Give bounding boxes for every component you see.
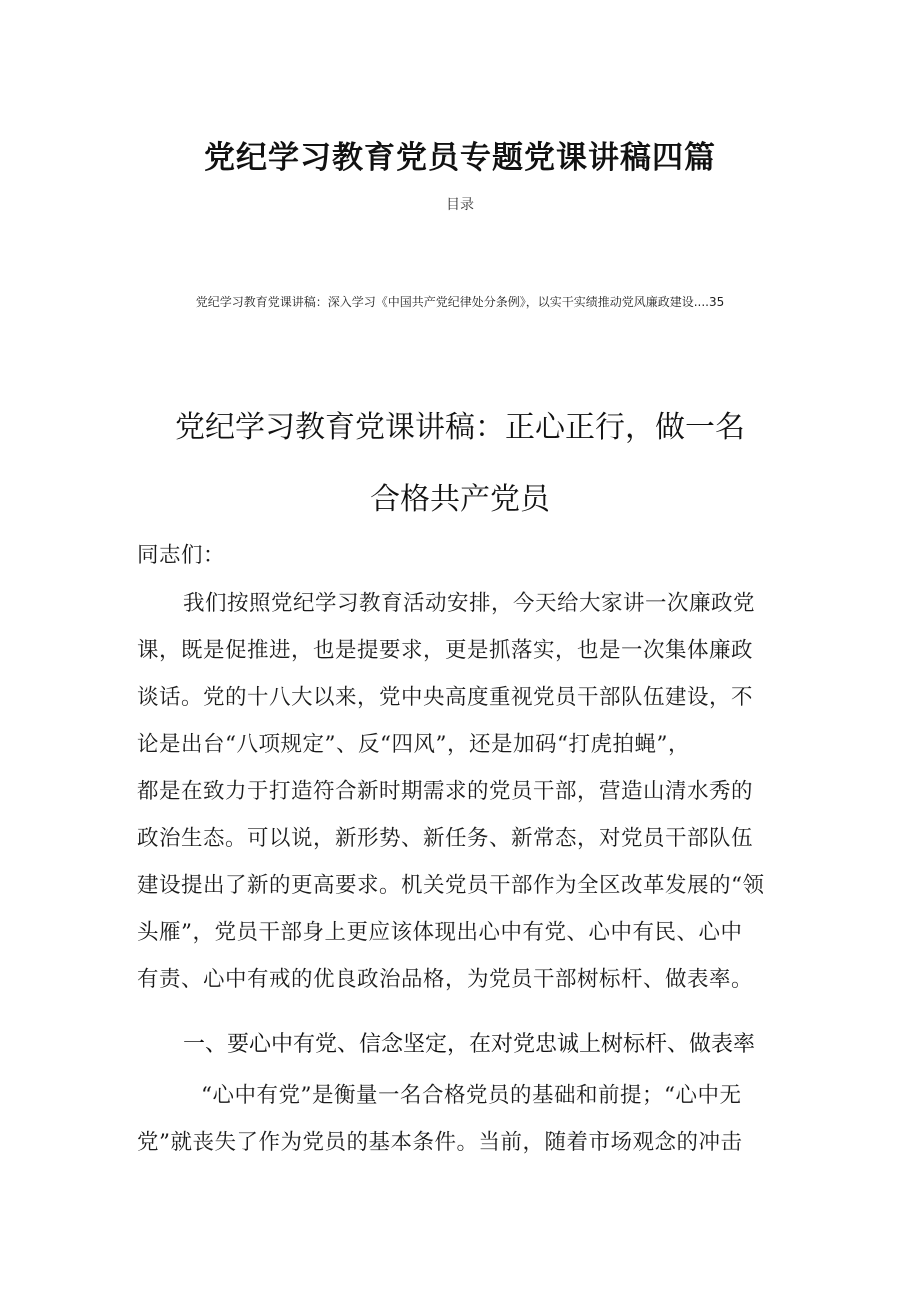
section-title-line-2: 合格共产党员 bbox=[370, 482, 550, 517]
paragraph-line: 都是在致力于打造符合新时期需求的党员干部，营造山清水秀的 bbox=[137, 779, 754, 804]
toc-entry-link[interactable]: 党纪学习教育党课讲稿：深入学习《中国共产党纪律处分条例》，以实干实绩推动党风廉政建设....35 bbox=[195, 295, 725, 309]
document-title: 党纪学习教育党员专题党课讲稿四篇 bbox=[204, 140, 716, 176]
paragraph-line: 谈话。党的十八大以来，党中央高度重视党员干部队伍建设，不 bbox=[137, 685, 754, 710]
paragraph-line: 课，既是促推进，也是提要求，更是抓落实，也是一次集体廉政 bbox=[137, 638, 754, 663]
section-title-line-1: 党纪学习教育党课讲稿：正心正行，做一名 bbox=[175, 410, 745, 445]
paragraph-line: 头雁”，党员干部身上更应该体现出心中有党、心中有民、心中 bbox=[137, 920, 743, 945]
paragraph-line: 政治生态。可以说，新形势、新任务、新常态，对党员干部队伍 bbox=[137, 826, 754, 851]
paragraph-line: “心中有党”是衡量一名合格党员的基础和前提；“心中无 bbox=[201, 1083, 742, 1108]
paragraph-line: 建设提出了新的更高要求。机关党员干部作为全区改革发展的“领 bbox=[137, 873, 765, 898]
paragraph-line: 我们按照党纪学习教育活动安排，今天给大家讲一次廉政党 bbox=[183, 591, 756, 616]
toc-label: 目录 bbox=[446, 197, 474, 213]
paragraph-line: 有责、心中有戒的优良政治品格，为党员干部树标杆、做表率。 bbox=[137, 967, 754, 992]
paragraph-line: 党”就丧失了作为党员的基本条件。当前，随着市场观念的冲击 bbox=[137, 1130, 743, 1155]
paragraph-line: 论是出台“八项规定”、反“四风”，还是加码“打虎拍蝇”， bbox=[137, 732, 690, 757]
section-heading-1: 一、要心中有党、信念坚定，在对党忠诚上树标杆、做表率 bbox=[183, 1032, 756, 1057]
salutation-text: 同志们： bbox=[137, 543, 226, 568]
